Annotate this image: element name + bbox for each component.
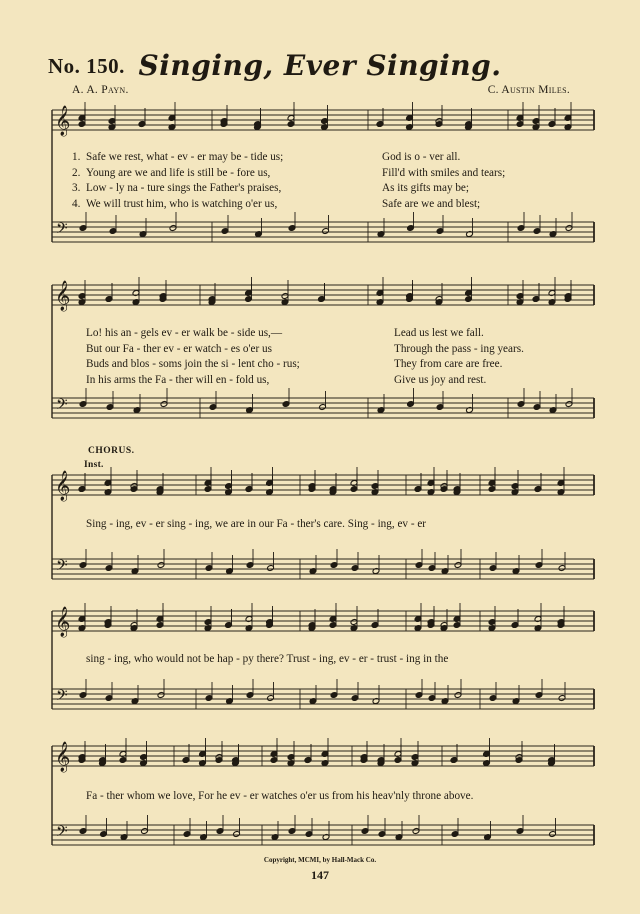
verse-text: They from care are free. — [394, 358, 503, 371]
svg-text:𝄞: 𝄞 — [55, 471, 71, 501]
hymn-title: Singing, Ever Singing. — [138, 49, 502, 82]
svg-text:𝄢: 𝄢 — [56, 687, 68, 708]
hymn-number: No. 150. — [48, 54, 125, 78]
verse-line — [72, 150, 602, 166]
verse-text: As its gifts may be; — [382, 182, 470, 195]
verse-text: Give us joy and rest. — [394, 373, 487, 386]
lyricist-credit: A. A. Payn. — [72, 84, 129, 96]
verse-line — [72, 166, 602, 182]
verse-text: In his arms the Fa - ther will en - fold us, — [86, 373, 270, 386]
verse-line — [72, 197, 602, 213]
verse-number: 4. — [72, 197, 81, 210]
verse-text: Through the pass - ing years. — [394, 342, 524, 355]
chorus-lyric-line: Fa - ther whom we love, For he ev - er watches o'er us from his heav'nly throne above. — [86, 790, 474, 802]
verse-text: Lead us lest we fall. — [394, 327, 484, 339]
verse-text: Buds and blos - soms join the si - lent cho - rus; — [86, 358, 300, 371]
composer-credit: C. Austin Miles. — [487, 84, 570, 96]
svg-text:𝄢: 𝄢 — [56, 557, 68, 578]
page-number: 147 — [311, 868, 329, 882]
verse-text: God is o - ver all. — [382, 151, 461, 163]
svg-text:𝄢: 𝄢 — [56, 823, 68, 844]
verse-text: Lo! his an - gels ev - er walk be - side us,— — [86, 327, 283, 339]
verse-number: 2. — [72, 166, 81, 179]
svg-text:𝄞: 𝄞 — [55, 607, 71, 637]
svg-text:𝄞: 𝄞 — [55, 281, 71, 311]
chorus-lyric-line: sing - ing, who would not be hap - py there? Trust - ing, ev - er - trust - ing in the — [86, 653, 449, 665]
svg-text:𝄞: 𝄞 — [55, 742, 71, 772]
verse-text: Safe are we and blest; — [382, 197, 481, 210]
chorus-label: CHORUS. — [88, 446, 135, 456]
svg-text:𝄞: 𝄞 — [55, 106, 71, 136]
verse-text: Fill'd with smiles and tears; — [382, 166, 506, 179]
instrumental-label: Inst. — [84, 460, 104, 470]
verse-line — [72, 181, 602, 197]
svg-text:𝄢: 𝄢 — [56, 220, 68, 241]
verse-number: 3. — [72, 182, 81, 195]
chorus-lyric-line: Sing - ing, ev - er sing - ing, we are in our Fa - ther's care. Sing - ing, ev - er — [86, 518, 427, 530]
verse-number: 1. — [72, 151, 81, 163]
verse-text: We will trust him, who is watching o'er us, — [86, 197, 278, 210]
verse-text: Low - ly na - ture sings the Father's praises, — [86, 182, 282, 195]
verse-text: Young are we and life is still be - fore us, — [86, 166, 271, 179]
verse-text: Safe we rest, what - ev - er may be - tide us; — [86, 151, 284, 163]
svg-text:𝄢: 𝄢 — [56, 396, 68, 417]
copyright-notice: Copyright, MCMI, by Hall-Mack Co. — [263, 856, 377, 864]
verse-text: But our Fa - ther ev - er watch - es o'er us — [86, 342, 272, 355]
